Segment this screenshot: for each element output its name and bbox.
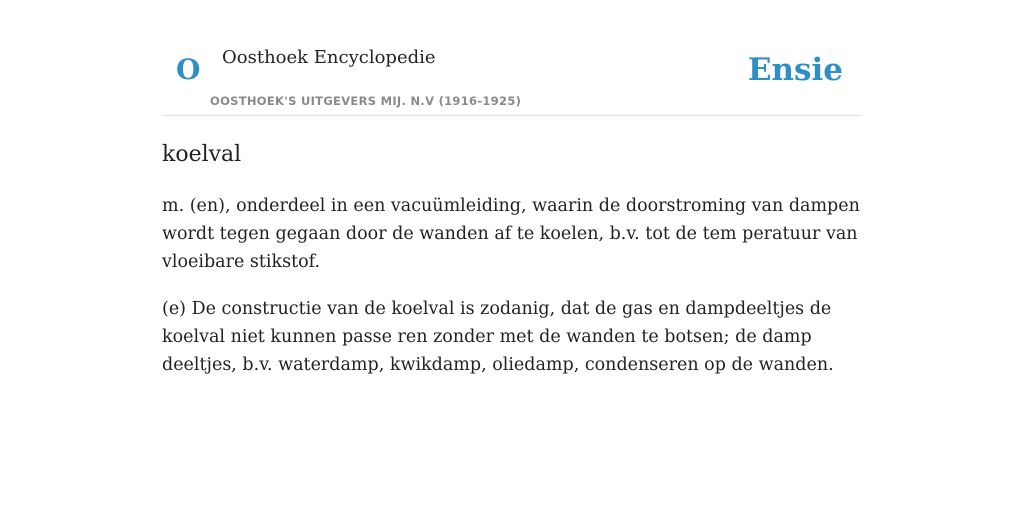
entry-paragraph: m. (en), onderdeel in een vacuümleiding, waarin de doorstroming van dampen wordt tegen gegaan door de wanden af te koelen, b.v. tot de tem peratuur van vloeibare stikstof. [162, 196, 860, 272]
entry-title: koelval [162, 142, 242, 167]
header [162, 44, 862, 116]
page [162, 0, 862, 379]
ensie-brand-link[interactable]: Ensie [747, 52, 843, 88]
logo-icon[interactable]: O [176, 53, 201, 86]
publisher-label: OOSTHOEK'S UITGEVERS MIJ. N.V (1916-1925) [210, 94, 522, 108]
site-title-link[interactable]: Oosthoek Encyclopedie [222, 47, 436, 68]
entry-paragraph: (e) De constructie van de koelval is zodanig, dat de gas en dampdeeltjes de koelval niet kunnen passe ren zonder met de wanden te botsen; de damp deeltjes, b.v. waterdamp, kwikdamp, oliedamp, condenseren op de wanden. [162, 299, 834, 375]
